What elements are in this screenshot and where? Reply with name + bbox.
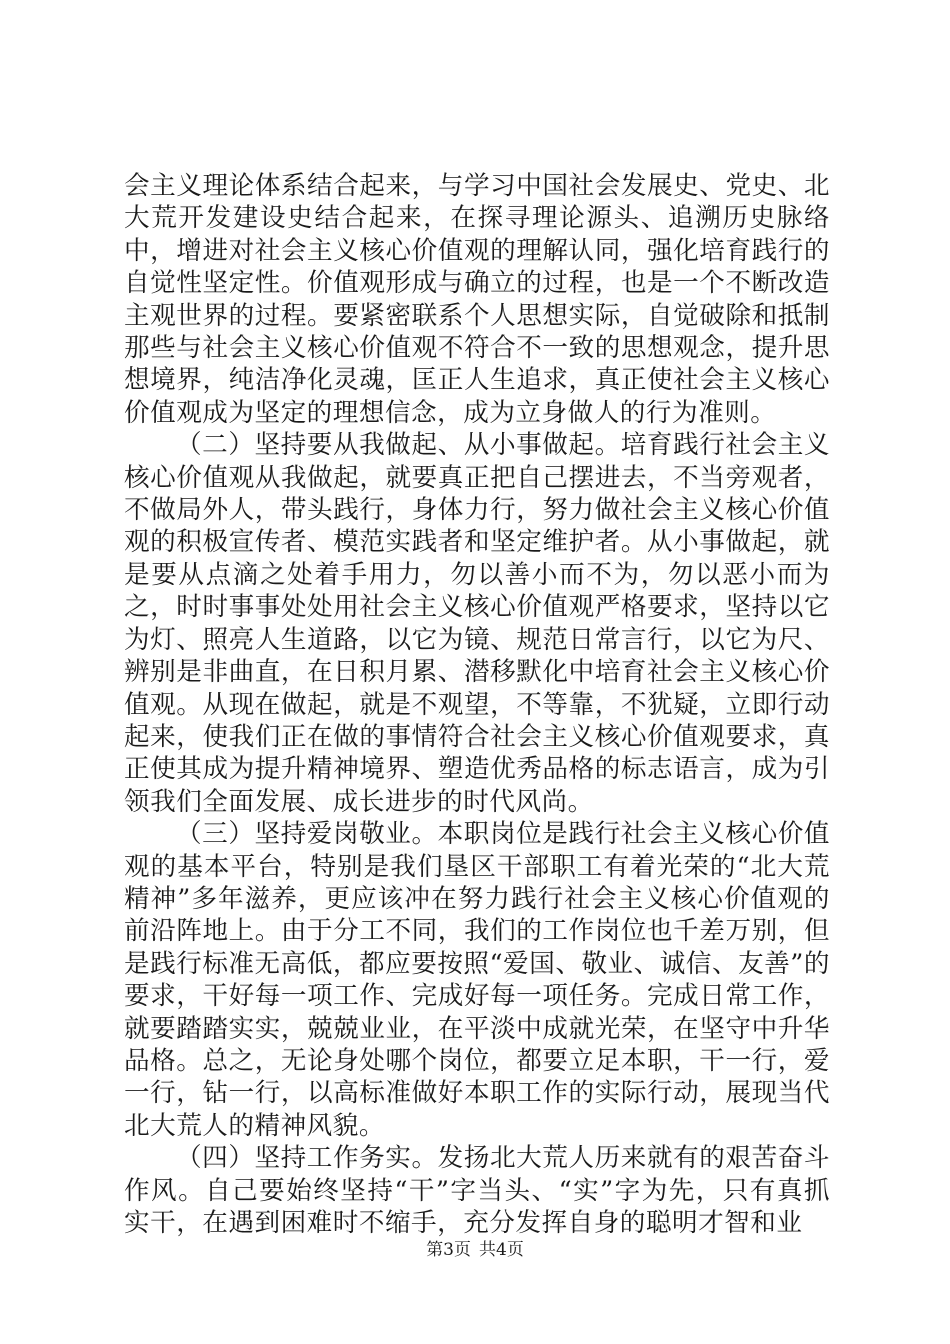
page-footer [0, 1239, 950, 1261]
paragraph-section-three: （三）坚持爱岗敬业。本职岗位是践行社会主义核心价值观的基本平台，特别是我们垦区干部职工有着光荣的“北大荒精神”多年滋养，更应该冲在努力践行社会主义核心价值观的前沿阵地上。由于分工不同，我们的工作岗位也千差万别，但是践行标准无高低，都应要按照“爱国、敬业、诚信、友善”的要求，干好每一项工作、完成好每一项任务。完成日常工作，就要踏踏实实，兢兢业业，在平淡中成就光荣，在坚守中升华品格。总之，无论身处哪个岗位，都要立足本职，干一行，爱一行，钻一行，以高标准做好本职工作的实际行动，展现当代北大荒人的精神风貌。 [124, 819, 830, 1141]
paragraph-section-four: （四）坚持工作务实。发扬北大荒人历来就有的艰苦奋斗作风。自己要始终坚持“干”字当头、“实”字为先，只有真抓实干，在遇到困难时不缩手，充分发挥自身的聪明才智和业 [124, 1143, 830, 1238]
paragraph-continuation: 会主义理论体系结合起来，与学习中国社会发展史、党史、北大荒开发建设史结合起来，在探寻理论源头、追溯历史脉络中，增进对社会主义核心价值观的理解认同，强化培育践行的自觉性坚定性。价值观形成与确立的过程，也是一个不断改造主观世界的过程。要紧密联系个人思想实际，自觉破除和抵制那些与社会主义核心价值观不符合不一致的思想观念，提升思想境界，纯洁净化灵魂，匡正人生追求，真正使社会主义核心价值观成为坚定的理想信念，成为立身做人的行为准则。 [124, 171, 830, 428]
page-number: 第3页 [426, 1240, 471, 1260]
page-total: 共4页 [479, 1240, 524, 1260]
document-body [124, 170, 830, 1239]
paragraph-section-two: （二）坚持要从我做起、从小事做起。培育践行社会主义核心价值观从我做起，就要真正把自己摆进去，不当旁观者，不做局外人，带头践行，身体力行，努力做社会主义核心价值观的积极宣传者、模范实践者和坚定维护者。从小事做起，就是要从点滴之处着手用力，勿以善小而不为，勿以恶小而为之，时时事事处处用社会主义核心价值观严格要求，坚持以它为灯、照亮人生道路，以它为镜、规范日常言行，以它为尺、辨别是非曲直，在日积月累、潜移默化中培育社会主义核心价值观。从现在做起，就是不观望，不等靠，不犹疑，立即行动起来，使我们正在做的事情符合社会主义核心价值观要求，真正使其成为提升精神境界、塑造优秀品格的标志语言，成为引领我们全面发展、成长进步的时代风尚。 [124, 430, 830, 817]
